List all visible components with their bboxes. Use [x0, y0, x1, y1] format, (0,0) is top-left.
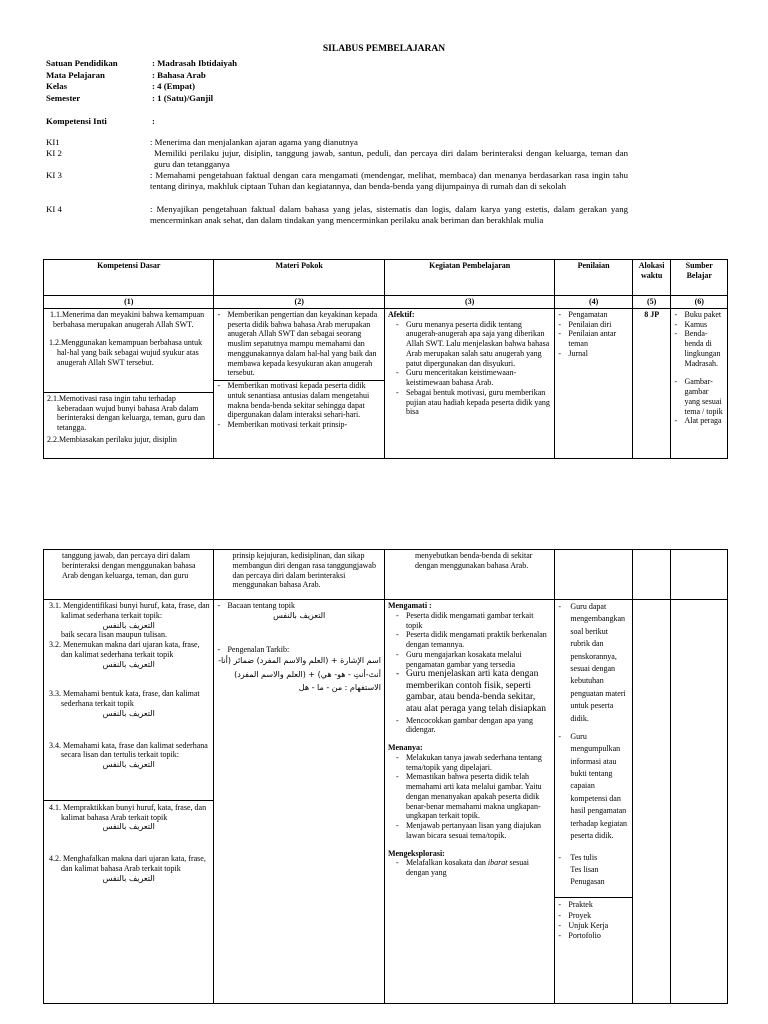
penilaian-item: - Penilaian antar teman — [558, 329, 628, 349]
penilaian-cell — [555, 308, 632, 458]
meta-row — [46, 70, 237, 82]
kd-item: 3.3. Memahami bentuk kata, frase, dan kalimat sederhana terkait topik — [49, 689, 200, 708]
kd-item: 2.1.Memotivasi rasa ingin tahu terhadap keberadaan wujud bunyi bahasa Arab dalam berinteraksi dengan keluarga, teman, guru dan tetangga. — [47, 393, 206, 432]
meta-key: Satuan Pendidikan — [46, 58, 118, 68]
kd-cell — [44, 600, 214, 1004]
kp-heading: Afektif: — [387, 309, 415, 319]
penilaian-text: Penugasan — [570, 876, 605, 886]
arabic-topic: التعريف بالنفس — [102, 760, 155, 769]
kp-item: - Guru menanya peserta didik tentang anugerah-anugerah apa saja yang diberikan Allah SWT. Lalu menjelaskan bahwa bahasa Arab merupakan salah satu anugerah yang patut dipergunakan dan disyukuri. — [388, 320, 551, 369]
column-number: (3) — [384, 296, 554, 309]
kp-heading: Mengeksplorasi: — [387, 848, 445, 858]
sumber-cell — [671, 550, 728, 600]
kp-item: - Sebagai bentuk motivasi, guru memberikan pujian atau hadiah kepada peserta didik yang bisa — [388, 388, 551, 417]
penilaian-item: - Jurnal — [558, 349, 628, 359]
ki-label: KI 3 — [46, 170, 62, 180]
kd-cell: tanggung jawab, dan percaya diri dalam berinteraksi dengan menggunakan bahasa Arab dengan keluarga, teman, dan guru — [44, 550, 214, 600]
mp-item: - Bacaan tentang topik — [217, 601, 380, 611]
mp-cell: prinsip kejujuran, kedisiplinan, dan sikap membangun diri dengan rasa tanggungjawab dan percaya diri dalam berinteraksi menggunakan bahasa Arab. — [214, 550, 384, 600]
ki-text: : Menerima dan menjalankan ajaran agama yang dianutnya — [150, 137, 358, 147]
arabic-topic: التعريف بالنفس — [102, 873, 155, 883]
ki-item — [46, 170, 628, 203]
kp-item: - Guru mengajarkan kosakata melalui pengamatan gambar yang tersedia — [388, 650, 551, 670]
kp-cell — [384, 308, 554, 458]
ki-item — [46, 137, 628, 148]
kd-item: 3.2. Menemukan makna dari ujaran kata, frase, dan kalimat sederhana terkait topik — [49, 640, 200, 659]
kd-item: 4.2. Menghafalkan makna dari ujaran kata, frase, dan kalimat bahasa Arab terkait topik — [49, 854, 206, 873]
kd-item: 3.1. Mengidentifikasi bunyi huruf, kata, frase, dan kalimat sederhana terkait topik: — [49, 601, 210, 620]
header-penilaian: Penilaian — [555, 260, 632, 296]
header-kompetensi-dasar: Kompetensi Dasar — [44, 260, 214, 296]
ki-heading-label: Kompetensi Inti — [46, 116, 107, 126]
kp-text: Melafalkan kosakata dan — [405, 858, 486, 868]
meta-key: Mata Pelajaran — [46, 69, 105, 80]
penilaian-item: - Penilaian diri — [558, 320, 628, 330]
ki-text: Memiliki perilaku jujur, disiplin, tanggung jawab, santun, peduli, dan percaya diri dalam berinteraksi dengan keluarga, teman dan guru dan tetangganya — [154, 148, 628, 169]
mp-item: - Memberikan pengertian dan keyakinan kepada peserta didik bahwa bahasa Arab merupakan anugerah Allah SWT dan sebagai seorang muslim sepatutnya mampu memahami dan menggunakannya dalam hal-hal yang baik dan membawa kepada kesyukuran akan anugerah tersebut. — [217, 310, 380, 378]
kp-cell: menyebutkan benda-benda di sekitar dengan menggunakan bahasa Arab. — [384, 550, 554, 600]
column-number: (6) — [671, 296, 728, 309]
syllabus-table-bottom — [43, 549, 728, 1004]
header-kegiatan: Kegiatan Pembelajaran — [384, 260, 554, 296]
sumber-item: - Benda-benda di lingkungan Madrasah. — [674, 329, 724, 368]
table-header-row — [44, 260, 728, 296]
penilaian-item: - Guru dapat mengembangkan soal berikut rubrik dan penskorannya, sesuai dengan kebutuhan penguatan materi untuk peserta didik. — [558, 601, 628, 725]
kp-item: - Peserta didik mengamati gambar terkait topik — [388, 611, 551, 631]
kd-item: 3.4. Memahami kata, frase dan kalimat sederhana secara lisan dan tertulis terkait topik: — [49, 740, 208, 760]
penilaian-item: - Tes tulis — [558, 853, 598, 863]
kp-item — [388, 858, 551, 878]
meta-row — [46, 81, 237, 93]
ki-item — [46, 204, 628, 237]
alokasi-cell — [632, 550, 671, 600]
meta-key: Semester — [46, 92, 81, 103]
ki-heading-colon: : — [152, 116, 155, 126]
kd-item: 1.2.Menggunakan kemampuan berbahasa untuk hal-hal yang baik sebagai wujud syukur atas anugerah Allah SWT tersebut. — [49, 338, 203, 367]
ki-label: KI 4 — [46, 204, 62, 214]
penilaian-item: - Pengamatan — [558, 310, 628, 320]
penilaian-tes — [558, 852, 628, 887]
arabic-tarkib: أنتَ-أنتِ - هو- هي) + (العلم والاسم المفرد) — [234, 669, 381, 679]
table-row — [44, 308, 728, 392]
sumber-item: - Gambar-gambar yang sesuai tema / topik — [674, 377, 724, 416]
arabic-topic: التعريف بالنفس — [102, 659, 155, 669]
penilaian-cell — [555, 600, 632, 1004]
mp-cell — [214, 308, 384, 458]
column-number: (5) — [632, 296, 671, 309]
meta-value: : 4 (Empat) — [152, 81, 196, 91]
penilaian-text: Tes tulis — [570, 853, 598, 863]
sumber-cell — [671, 308, 728, 458]
column-number: (4) — [555, 296, 632, 309]
mp-item: - Memberikan motivasi kepada peserta didik untuk senantiasa antusias dalam mengetahui makna benda-benda sekitar sehingga dapat dipergunakan dalam interaksi sehari-hari. — [217, 381, 380, 420]
meta-row — [46, 58, 237, 70]
kp-cell — [384, 600, 554, 1004]
sumber-item: - Alat peraga — [674, 416, 724, 426]
kd-item: 2.2.Membiasakan perilaku jujur, disiplin — [47, 434, 177, 444]
arabic-topic: التعريف بالنفس — [102, 708, 155, 718]
mp-cell — [214, 600, 384, 1004]
mp-item: - Pengenalan Tarkib: — [217, 645, 380, 655]
kp-item: - Guru menceritakan keistimewaan- keistimewaan bahasa Arab. — [388, 368, 551, 388]
arabic-topic: التعريف بالنفس — [102, 620, 155, 630]
arabic-tarkib: اسم الإشارة + (العلم والاسم المفرد) ضمائر (أنا- — [218, 656, 381, 666]
penilaian-item: - Unjuk Kerja — [558, 921, 628, 931]
kp-item: - Guru menjelaskan arti kata dengan memberikan contoh fisik, seperti gambar, atau benda-benda sekitar, atau alat peraga yang telah disiapkan — [388, 669, 551, 715]
penilaian-item: - Praktek — [558, 900, 628, 910]
sumber-cell — [671, 600, 728, 1004]
meta-row — [46, 93, 237, 105]
table-row — [44, 600, 728, 1004]
column-number: (1) — [44, 296, 214, 309]
penilaian-item: - Guru mengumpulkan informasi atau bukti tentang capaian kompetensi dan hasil pengamatan terhadap kegiatan peserta didik. — [558, 731, 628, 843]
penilaian-text: Tes lisan — [570, 865, 599, 875]
table-row — [44, 550, 728, 600]
column-number: (2) — [214, 296, 384, 309]
kompetensi-inti-heading — [46, 116, 155, 127]
alokasi-cell — [632, 600, 671, 1004]
meta-value: : 1 (Satu)/Ganjil — [152, 92, 214, 103]
arabic-topic: التعريف بالنفس — [102, 822, 155, 832]
kp-item: - Memastikan bahwa peserta didik telah memahami arti kata melalui gambar. Yaitu dengan menanyakan apakah peserta didik benar-benar memahami makna ungkapan-ungkapan terkait topik. — [388, 772, 551, 821]
ki-text: : Menyajikan pengetahuan faktual dalam bahasa yang jelas, sistematis dan logis, dalam karya yang estetis, dalam gerakan yang mencerminkan anak sehat, dan dalam tindakan yang mencerminkan perilaku anak beriman dan berakhlak mulia — [150, 204, 628, 225]
kp-text: sesuai dengan yang — [405, 858, 530, 878]
table-number-row — [44, 296, 728, 309]
kd-item: baik secara lisan maupun tulisan. — [61, 630, 167, 640]
meta-value: : Bahasa Arab — [152, 69, 206, 80]
kp-heading: Mengamati : — [387, 601, 432, 610]
ki-text: : Memahami pengetahuan faktual dengan cara mengamati (mendengar, melihat, membaca) dan menanya berdasarkan rasa ingin tahu tentang dirinya, makhluk ciptaan Tuhan dan kegiatannya, dan benda-benda yang dijumpainya di rumah dan di sekolah — [150, 170, 628, 191]
meta-value: : Madrasah Ibtidaiyah — [152, 58, 238, 68]
kd-item: 1.1.Menerima dan meyakini bahwa kemampuan berbahasa merupakan anugerah Allah SWT. — [50, 309, 205, 329]
meta-key: Kelas — [46, 81, 68, 91]
penilaian-item: - Proyek — [558, 911, 628, 921]
kp-text-italic: ibarat — [487, 858, 508, 868]
syllabus-table-top — [43, 259, 728, 459]
header-sumber: Sumber Belajar — [671, 260, 728, 296]
ki-label: KI 2 — [46, 148, 62, 158]
ki-item — [46, 148, 628, 170]
header-materi-pokok: Materi Pokok — [214, 260, 384, 296]
kp-heading: Menanya: — [387, 743, 423, 753]
mp-item: - Memberikan motivasi terkait prinsip- — [217, 420, 380, 430]
ki-label: KI1 — [46, 137, 60, 147]
arabic-tarkib: الاستفهام : من - ما - هل — [298, 683, 381, 693]
kd-item: 4.1. Mempraktikkan bunyi huruf, kata, frase, dan kalimat bahasa Arab terkait topik — [49, 802, 207, 822]
kd-cell — [44, 308, 214, 392]
sumber-item: - Buku paket — [674, 310, 724, 320]
syllabus-meta — [46, 58, 237, 104]
penilaian-cell — [555, 550, 632, 600]
penilaian-item: - Portofolio — [558, 931, 628, 941]
alokasi-cell: 8 JP — [632, 308, 671, 458]
kp-item: - Melakukan tanya jawab sederhana tentang tema/topik yang dipelajari. — [388, 753, 551, 773]
header-alokasi: Alokasi waktu — [632, 260, 671, 296]
arabic-topic: التعريف بالنفس — [273, 610, 326, 620]
sumber-item: - Kamus — [674, 320, 724, 330]
kp-item: - Mencocokkan gambar dengan apa yang didengar. — [388, 716, 551, 736]
kp-item: - Peserta didik mengamati praktik berkenalan dengan temannya. — [388, 630, 551, 650]
kp-item: - Menjawab pertanyaan lisan yang diajukan lawan bicara sesuai tema/topik. — [388, 821, 551, 841]
kd-cell — [44, 392, 214, 458]
document-title: SILABUS PEMBELAJARAN — [322, 44, 446, 54]
